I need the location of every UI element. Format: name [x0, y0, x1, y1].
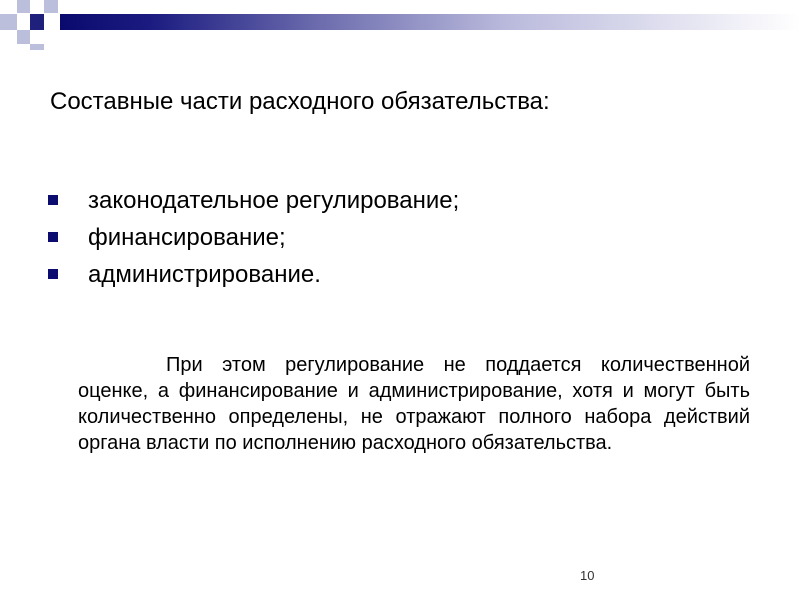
square-bullet-icon — [48, 232, 58, 242]
slide-title: Составные части расходного обязательства: — [50, 88, 550, 115]
list-item — [48, 182, 459, 219]
square-bullet-icon — [48, 195, 58, 205]
list-item-text: финансирование; — [88, 224, 286, 251]
list-item-text: администрирование. — [88, 261, 321, 288]
decor-square — [0, 14, 17, 30]
list-item-text: законодательное регулирование; — [88, 187, 460, 214]
decor-square — [30, 44, 44, 50]
page-number: 10 — [580, 568, 595, 583]
decor-square — [30, 14, 44, 30]
bullet-list — [48, 182, 459, 293]
list-item — [48, 219, 459, 256]
list-item — [48, 256, 459, 293]
header-gradient-band — [60, 14, 800, 30]
body-paragraph: При этом регулирование не поддается количественной оценке, а финансирование и администрирование, хотя и могут быть количественно определены, не отражают полного набора действий органа власти по исполнению расходного обязательства. — [78, 354, 750, 454]
decor-square — [44, 0, 58, 13]
decor-square — [17, 0, 30, 13]
decor-square — [17, 30, 30, 44]
square-bullet-icon — [48, 269, 58, 279]
